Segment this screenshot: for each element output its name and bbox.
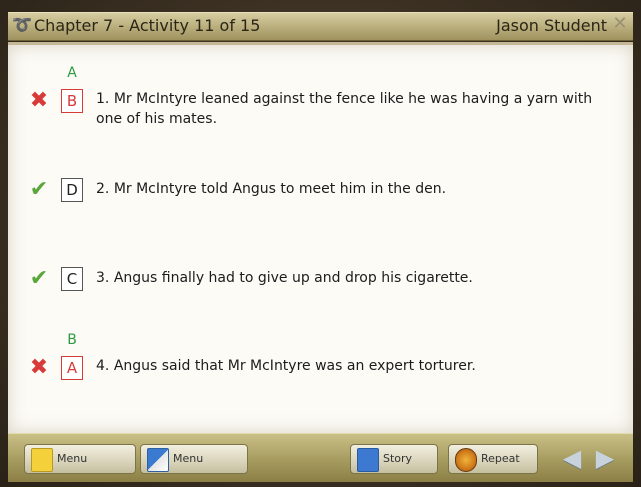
question-panel (8, 42, 633, 436)
book-menu-button-label: Menu (173, 452, 204, 465)
repeat-button-label: Repeat (481, 452, 520, 465)
correct-answer-label: B (67, 332, 77, 348)
question-text (96, 268, 616, 288)
question-number: 2. (96, 181, 110, 197)
question-label: Mr McIntyre told Angus to meet him in the den. (113, 181, 447, 197)
question-number: 4. (96, 358, 110, 374)
forward-arrow-icon[interactable]: ▶ (595, 444, 615, 472)
answer-box[interactable]: D (61, 178, 83, 202)
question-text (96, 356, 616, 376)
question-label: Mr McIntyre leaned against the fence like he was having a yarn with one of his mates. (96, 91, 593, 127)
close-icon[interactable]: ✕ (612, 13, 628, 34)
check-icon: ✔ (29, 177, 49, 202)
question-number: 3. (96, 270, 110, 286)
story-book-icon (357, 448, 379, 472)
book-icon (147, 448, 169, 472)
back-arrow-icon[interactable]: ◀ (562, 444, 582, 472)
bottom-toolbar (8, 433, 633, 482)
question-number: 1. (96, 91, 110, 107)
story-button-label: Story (383, 452, 413, 465)
page-title: Chapter 7 - Activity 11 of 15 (34, 16, 261, 35)
wrong-icon: ✖ (29, 88, 49, 113)
menu-button-label: Menu (57, 452, 88, 465)
swirl-icon: ➰ (12, 15, 32, 34)
answer-box[interactable]: A (61, 356, 83, 380)
answer-box[interactable]: C (61, 267, 83, 291)
check-icon: ✔ (29, 266, 49, 291)
menu-button[interactable] (24, 444, 136, 474)
question-text (96, 89, 616, 129)
header-bar (8, 12, 633, 41)
repeat-icon (455, 448, 477, 472)
question-label: Angus finally had to give up and drop his cigarette. (113, 270, 473, 286)
student-name: Jason Student (496, 16, 607, 35)
story-button[interactable] (350, 444, 438, 474)
answer-box[interactable]: B (61, 89, 83, 113)
wrong-icon: ✖ (29, 355, 49, 380)
book-menu-button[interactable] (140, 444, 248, 474)
correct-answer-label: A (67, 65, 77, 81)
question-label: Angus said that Mr McIntyre was an expert torturer. (113, 358, 476, 374)
question-text (96, 179, 616, 199)
notepad-icon (31, 448, 53, 472)
repeat-button[interactable] (448, 444, 538, 474)
